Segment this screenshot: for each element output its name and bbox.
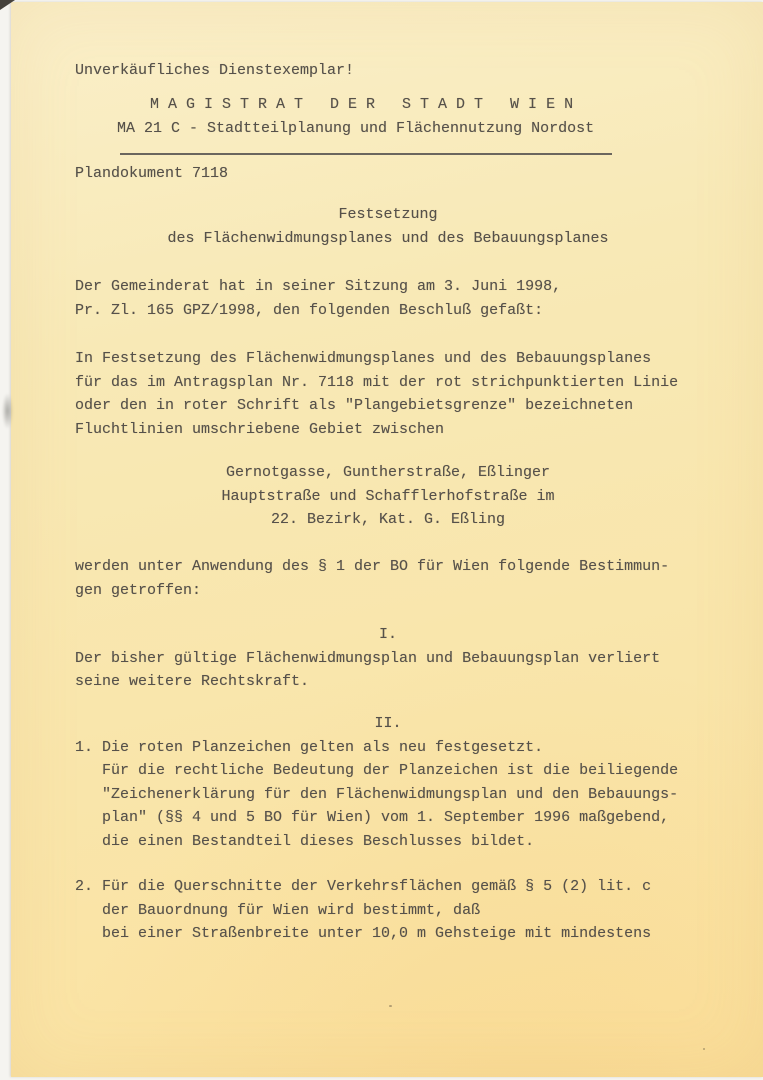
section-1: [75, 623, 701, 694]
scan-speckle: [389, 1005, 392, 1007]
list-item-line: bei einer Straßenbreite unter 10,0 m Gehsteige mit mindestens: [75, 925, 652, 942]
area-line: Hauptstraße und Schafflerhofstraße im: [221, 487, 555, 505]
area-description: [75, 461, 701, 532]
area-line: 22. Bezirk, Kat. G. Eßling: [270, 511, 506, 528]
section-2: [75, 712, 701, 946]
header-rule: [120, 153, 612, 155]
document-title: [75, 203, 701, 250]
scan-speckle: [703, 1048, 705, 1050]
scope-line: In Festsetzung des Flächenwidmungsplanes und des Bebauungsplanes: [75, 350, 652, 367]
title-line-2: des Flächenwidmungsplanes und des Bebauungsplanes: [167, 229, 609, 247]
section-2-numeral: II.: [374, 715, 402, 732]
dept-name: MA 21 C - Stadtteilplanung und Flächennutzung Nordost: [117, 119, 595, 137]
stamp-text: Unverkäufliches Dienstexemplar!: [75, 62, 355, 79]
list-item-1: [75, 736, 701, 854]
list-item-line: "Zeichenerklärung für den Flächenwidmungsplan und den Bebauungs-: [75, 785, 679, 803]
scope-line: Fluchtlinien umschriebene Gebiet zwischen: [75, 420, 445, 438]
intro-line: Pr. Zl. 165 GPZ/1998, den folgenden Beschluß gefaßt:: [75, 301, 544, 319]
list-item-line: plan" (§§ 4 und 5 BO für Wien) vom 1. September 1996 maßgebend,: [75, 809, 670, 826]
title-line-1: Festsetzung: [338, 206, 438, 223]
scan-corner-artifact: [0, 0, 15, 10]
application-line: gen getroffen:: [75, 581, 202, 599]
section-1-line: Der bisher gültige Flächenwidmungsplan und Bebauungsplan verliert: [75, 649, 661, 667]
list-item-line: der Bauordnung für Wien wird bestimmt, daß: [75, 901, 481, 919]
scope-line: für das im Antragsplan Nr. 7118 mit der rot strichpunktierten Linie: [75, 373, 679, 391]
intro-paragraph: [75, 275, 701, 322]
org-name: M A G I S T R A T D E R S T A D T W I E N: [150, 96, 574, 113]
scanned-page: [11, 2, 763, 1077]
area-line: Gernotgasse, Guntherstraße, Eßlinger: [225, 464, 551, 481]
application-paragraph: [75, 555, 701, 602]
doc-number: Plandokument 7118: [75, 165, 229, 182]
application-line: werden unter Anwendung des § 1 der BO für Wien folgende Bestimmun-: [75, 558, 670, 575]
scope-line: oder den in roter Schrift als "Plangebietsgrenze" bezeichneten: [75, 397, 634, 414]
scope-paragraph: [75, 347, 701, 441]
section-1-line: seine weitere Rechtskraft.: [75, 673, 310, 690]
list-item-2: [75, 875, 701, 946]
intro-line: Der Gemeinderat hat in seiner Sitzung am 3. Juni 1998,: [75, 278, 562, 295]
list-item-line: 2. Für die Querschnitte der Verkehrsflächen gemäß § 5 (2) lit. c: [75, 878, 652, 895]
list-item-line: die einen Bestandteil dieses Beschlusses bildet.: [75, 832, 535, 850]
section-1-numeral: I.: [378, 626, 397, 643]
scan-margin-smudge: [0, 386, 15, 436]
list-item-line: 1. Die roten Planzeichen gelten als neu festgesetzt.: [75, 738, 544, 756]
typewritten-content: [75, 2, 701, 946]
list-item-line: Für die rechtliche Bedeutung der Planzeichen ist die beiliegende: [75, 762, 679, 779]
